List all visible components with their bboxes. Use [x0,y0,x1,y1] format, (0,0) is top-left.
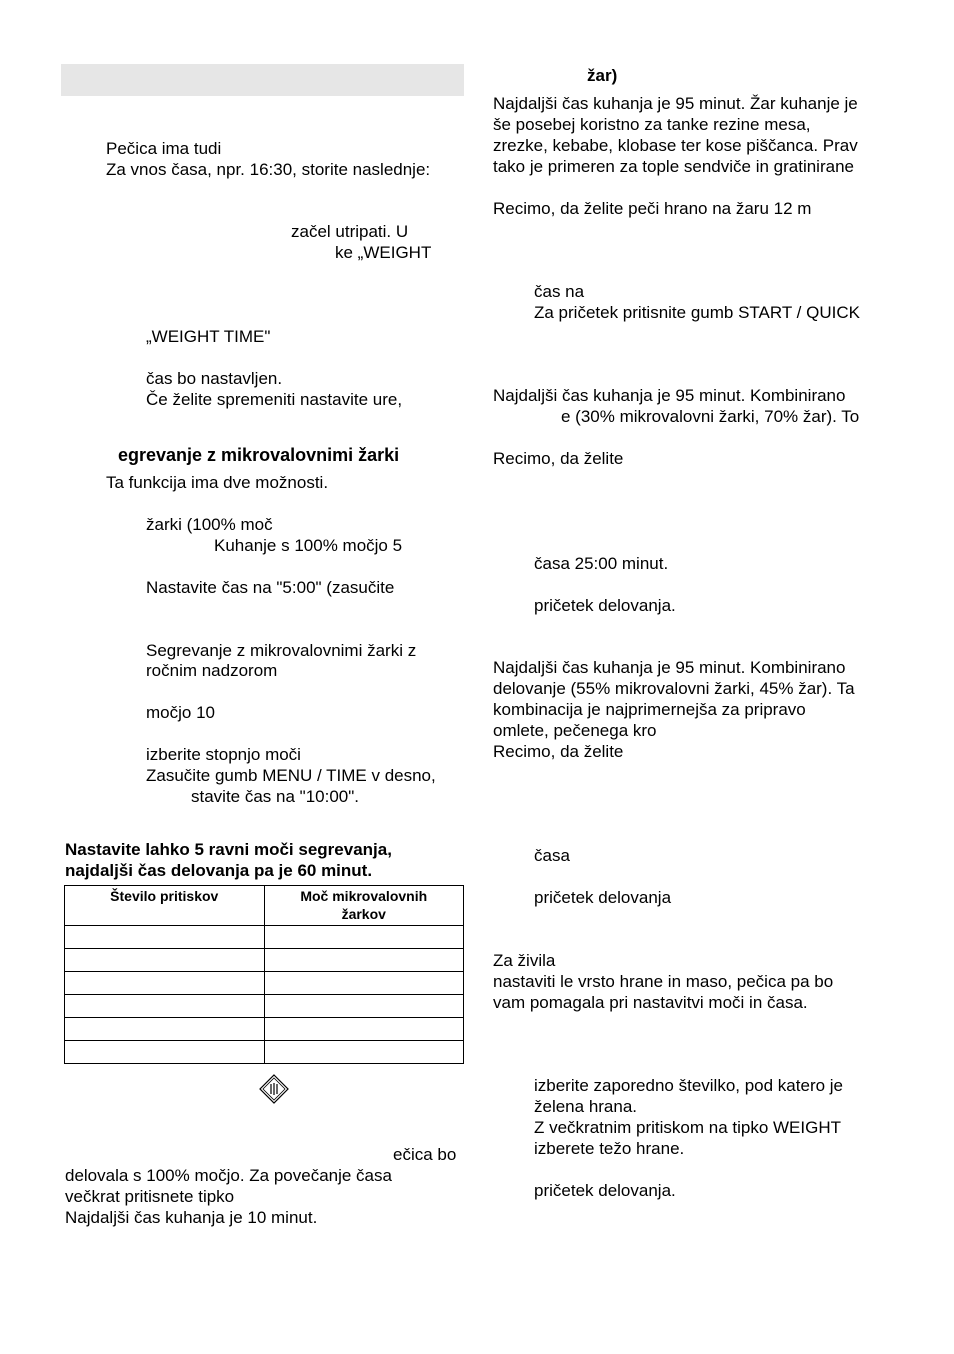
microwave-heading: egrevanje z mikrovalovnimi žarki [118,445,400,465]
table-row [65,972,464,995]
microwave-intro: Ta funkcija ima dve možnosti. [106,473,329,492]
grill-text: še posebej koristno za tanke rezine mesa, [493,115,811,134]
option2-text: ročnim nadzorom [146,661,278,680]
clock-example-line: Za vnos časa, npr. 16:30, storite naslednje: [106,160,431,179]
power-levels-table [64,885,464,1064]
grill-text: zrezke, kebabe, klobase ter kose piščanca. Prav [493,136,858,155]
grill-text: Najdaljši čas kuhanja je 95 minut. Žar kuhanje je [493,94,858,113]
auto-menu-step: izberite zaporedno številko, pod katero je [534,1076,844,1095]
option1-text: Kuhanje s 100% močjo 5 [214,536,403,555]
clock-step-text: Če želite spremeniti nastavite ure, [146,390,403,409]
table-row [65,926,464,949]
quick-start-text: večkrat pritisnete tipko [65,1187,235,1206]
combi2-text: omlete, pečenega kro [493,721,657,740]
power-levels-note: Nastavite lahko 5 ravni moči segrevanja, [65,840,392,859]
combi1-example: Recimo, da želite [493,449,624,468]
auto-menu-text: nastaviti le vrsto hrane in maso, pečica pa bo [493,972,834,991]
auto-menu-text: vam pomagala pri nastavitvi moči in časa. [493,993,808,1012]
option2-text: izberite stopnjo moči [146,745,301,764]
clock-step-text: začel utripati. U [291,222,409,241]
clock-step-text: čas bo nastavljen. [146,369,283,388]
grill-step: čas na [534,282,585,301]
combi1-step: časa 25:00 minut. [534,554,669,573]
combi1-step: pričetek delovanja. [534,596,676,615]
table-header-presses: Število pritiskov [65,886,265,926]
option1-text: žarki (100% moč [146,515,273,534]
clock-step-text: ke „WEIGHT [335,243,432,262]
grill-step: Za pričetek pritisnite gumb START / QUICK [534,303,860,322]
option1-text: Nastavite čas na "5:00" (zasučite [146,578,395,597]
auto-menu-step: želena hrana. [534,1097,638,1116]
section-header-bar [61,64,464,96]
quick-start-icon [259,1074,289,1104]
auto-menu-step: pričetek delovanja. [534,1181,676,1200]
table-row [65,1041,464,1064]
auto-menu-step: izberete težo hrane. [534,1139,685,1158]
combi2-step: časa [534,846,570,865]
clock-intro-line: Pečica ima tudi [106,139,222,158]
combi2-text: delovanje (55% mikrovalovni žarki, 45% žar). Ta [493,679,855,698]
option2-text: Zasučite gumb MENU / TIME v desno, [146,766,436,785]
combi2-example: Recimo, da želite [493,742,624,761]
grill-heading: žar) [587,66,618,85]
quick-start-text: delovala s 100% močjo. Za povečanje časa [65,1166,392,1185]
table-header-power: Moč mikrovalovnih žarkov [264,886,464,926]
table-row [65,1018,464,1041]
table-row [65,995,464,1018]
combi2-text: kombinacija je najprimernejša za pripravo [493,700,806,719]
option2-text: Segrevanje z mikrovalovnimi žarki z [146,641,417,660]
table-row [65,949,464,972]
power-levels-note: najdaljši čas delovanja pa je 60 minut. [65,861,373,880]
option2-text: močjo 10 [146,703,215,722]
quick-start-text: ečica bo [393,1145,457,1164]
combi1-text: Najdaljši čas kuhanja je 95 minut. Kombinirano [493,386,846,405]
auto-menu-text: Za živila [493,951,556,970]
quick-start-text: Najdaljši čas kuhanja je 10 minut. [65,1208,318,1227]
combi1-text: e (30% mikrovalovni žarki, 70% žar). To [561,407,860,426]
grill-example: Recimo, da želite peči hrano na žaru 12 m [493,199,812,218]
clock-step-text: „WEIGHT TIME" [146,327,271,346]
grill-text: tako je primeren za tople sendviče in gratinirane [493,157,854,176]
combi2-step: pričetek delovanja [534,888,672,907]
option2-text: stavite čas na "10:00". [191,787,359,806]
auto-menu-step: Z večkratnim pritiskom na tipko WEIGHT [534,1118,842,1137]
combi2-text: Najdaljši čas kuhanja je 95 minut. Kombinirano [493,658,846,677]
